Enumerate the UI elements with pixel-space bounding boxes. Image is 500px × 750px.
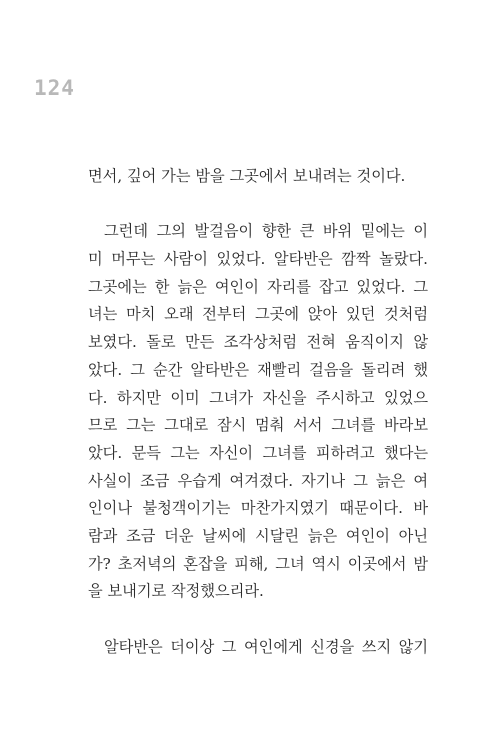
text-line: 가? 초저녁의 혼잡을 피해, 그녀 역시 이곳에서 밤 xyxy=(88,554,428,573)
text-line: 다. 하지만 이미 그녀가 자신을 주시하고 있었으 xyxy=(88,388,428,407)
text-line: 았다. 문득 그는 자신이 그녀를 피하려고 했다는 xyxy=(88,443,428,462)
text-line: 보였다. 돌로 만든 조각상처럼 전혀 움직이지 않 xyxy=(88,333,428,352)
text-line: 았다. 그 순간 알타반은 재빨리 걸음을 돌리려 했 xyxy=(88,360,428,379)
text-line: 미 머무는 사람이 있었다. 알타반은 깜짝 놀랐다. xyxy=(88,250,428,269)
text-line: 알타반은 더이상 그 여인에게 신경을 쓰지 않기 xyxy=(104,637,428,656)
text-line: 사실이 조금 우습게 여겨졌다. 자기나 그 늙은 여 xyxy=(88,471,428,490)
paragraph-gap xyxy=(88,606,428,634)
text-line: 면서, 깊어 가는 밤을 그곳에서 보내려는 것이다. xyxy=(88,167,406,185)
body-text xyxy=(88,163,428,661)
text-line: 므로 그는 그대로 잠시 멈춰 서서 그녀를 바라보 xyxy=(88,416,428,435)
page-number: 124 xyxy=(34,76,75,100)
text-line: 그런데 그의 발걸음이 향한 큰 바위 밑에는 이 xyxy=(104,222,428,241)
paragraph-gap xyxy=(88,191,428,219)
text-line: 그곳에는 한 늙은 여인이 자리를 잡고 있었다. 그 xyxy=(88,277,428,296)
text-line: 녀는 마치 오래 전부터 그곳에 앉아 있던 것처럼 xyxy=(88,305,428,324)
text-line: 람과 조금 더운 날씨에 시달린 늙은 여인이 아닌 xyxy=(88,526,428,545)
text-line: 을 보내기로 작정했으리라. xyxy=(88,582,264,601)
text-line: 인이나 불청객이기는 마찬가지였기 때문이다. 바 xyxy=(88,499,428,518)
